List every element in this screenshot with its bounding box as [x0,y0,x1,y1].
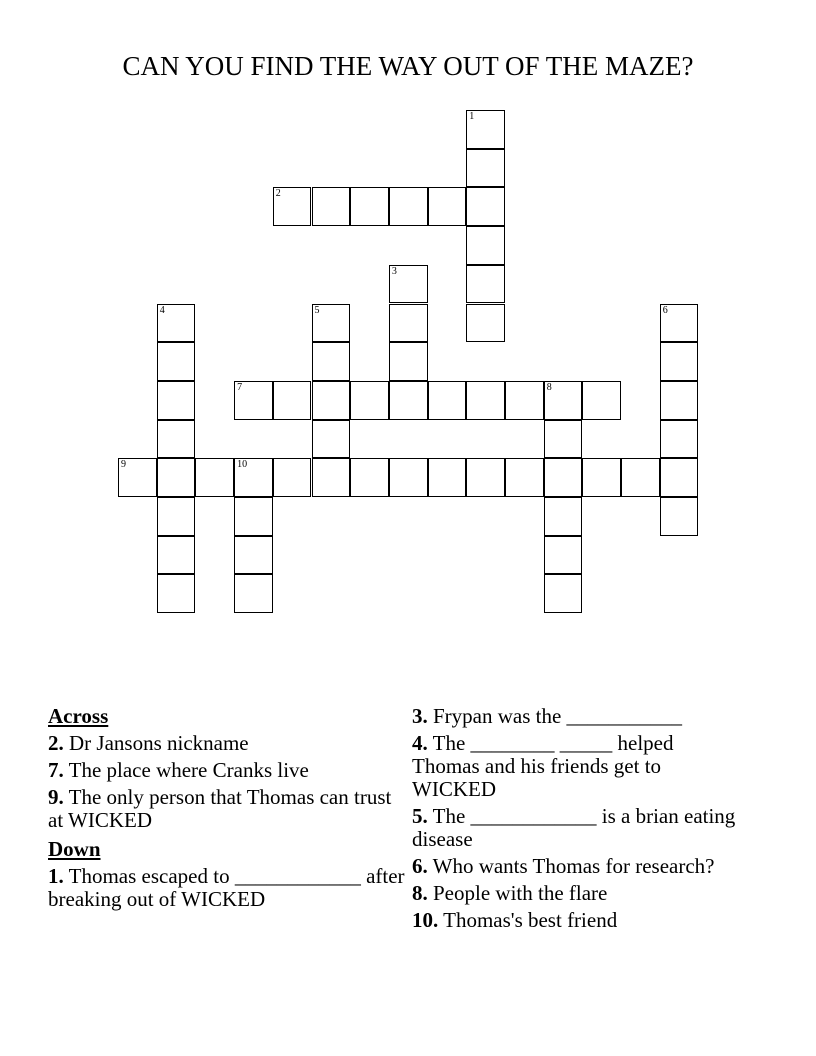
clue-number: 8. [412,881,428,905]
clue-item [48,759,408,782]
cell-number: 4 [159,304,165,316]
crossword-cell[interactable] [389,342,428,381]
clue-text: The ____________ is a brian eating disease [412,804,736,851]
clue-item [412,732,742,801]
crossword-cell[interactable] [234,381,273,420]
crossword-cell[interactable] [544,458,583,497]
crossword-cell[interactable] [660,497,699,536]
clue-number: 1. [48,864,64,888]
crossword-cell[interactable] [544,420,583,459]
clue-number: 4. [412,731,428,755]
clue-item [412,882,742,905]
across-heading: Across [48,704,109,728]
crossword-cell[interactable] [660,381,699,420]
down-clue-list [48,865,408,911]
cell-number: 1 [469,111,475,122]
crossword-cell[interactable] [660,304,699,343]
clue-text: Dr Jansons nickname [69,731,249,755]
clues-right-column [412,705,742,936]
clue-text: Frypan was the ___________ [433,704,683,728]
cell-number: 10 [237,459,248,471]
crossword-cell[interactable] [389,187,428,226]
down-clue-list-continued [412,705,742,932]
crossword-cell[interactable] [389,304,428,343]
crossword-cell[interactable] [428,458,467,497]
crossword-cell[interactable] [350,381,389,420]
crossword-cell[interactable] [466,149,505,188]
clues-left-column [48,705,408,915]
crossword-cell[interactable] [660,342,699,381]
clue-number: 6. [412,854,428,878]
crossword-cell[interactable] [312,342,351,381]
crossword-cell[interactable] [389,265,428,304]
clue-text: The place where Cranks live [68,758,309,782]
clue-item [48,865,408,911]
clue-text: Thomas's best friend [443,908,618,932]
clue-item [412,855,742,878]
crossword-cell[interactable] [350,458,389,497]
crossword-cell[interactable] [544,536,583,575]
crossword-cell[interactable] [660,420,699,459]
clue-item [412,705,742,728]
cell-number: 2 [275,188,281,200]
crossword-cell[interactable] [157,574,196,613]
crossword-cell[interactable] [544,497,583,536]
crossword-cell[interactable] [621,458,660,497]
clue-number: 2. [48,731,64,755]
crossword-cell[interactable] [157,342,196,381]
crossword-cell[interactable] [157,536,196,575]
crossword-cell[interactable] [118,458,157,497]
crossword-cell[interactable] [466,187,505,226]
crossword-cell[interactable] [234,536,273,575]
crossword-cell[interactable] [157,420,196,459]
clue-number: 7. [48,758,64,782]
cell-number: 3 [391,265,397,277]
crossword-cell[interactable] [157,304,196,343]
crossword-cell[interactable] [273,381,312,420]
clue-number: 5. [412,804,428,828]
crossword-cell[interactable] [544,381,583,420]
crossword-cell[interactable] [312,420,351,459]
crossword-cell[interactable] [466,226,505,265]
page-title: CAN YOU FIND THE WAY OUT OF THE MAZE? [122,51,694,81]
crossword-cell[interactable] [312,304,351,343]
cell-number: 7 [237,381,243,393]
crossword-cell[interactable] [466,110,505,149]
down-heading: Down [48,837,101,861]
clue-text: The only person that Thomas can trust at WICKED [48,785,392,832]
crossword-cell[interactable] [428,187,467,226]
clue-text: The ________ _____ helped Thomas and his friends get to WICKED [412,731,674,801]
crossword-cell[interactable] [582,381,621,420]
clue-text: Thomas escaped to ____________ after breaking out of WICKED [48,864,405,911]
crossword-cell[interactable] [273,187,312,226]
clue-number: 9. [48,785,64,809]
crossword-cell[interactable] [389,458,428,497]
clue-text: Who wants Thomas for research? [432,854,715,878]
clue-number: 10. [412,908,439,932]
cell-number: 8 [546,381,552,393]
crossword-cell[interactable] [350,187,389,226]
cell-number: 6 [662,304,668,316]
cell-number: 5 [314,304,320,316]
crossword-cell[interactable] [428,381,467,420]
crossword-cell[interactable] [234,458,273,497]
crossword-cell[interactable] [312,458,351,497]
crossword-cell[interactable] [505,458,544,497]
clue-item [412,909,742,932]
crossword-cell[interactable] [660,458,699,497]
crossword-cell[interactable] [389,381,428,420]
crossword-cell[interactable] [544,574,583,613]
crossword-cell[interactable] [466,458,505,497]
crossword-cell[interactable] [157,497,196,536]
crossword-cell[interactable] [466,381,505,420]
crossword-cell[interactable] [466,265,505,304]
crossword-cell[interactable] [312,381,351,420]
crossword-cell[interactable] [157,381,196,420]
clue-item [48,786,408,832]
crossword-cell[interactable] [234,497,273,536]
cell-number: 9 [121,459,126,471]
across-clue-list [48,732,408,832]
clue-number: 3. [412,704,428,728]
crossword-cell[interactable] [195,458,234,497]
crossword-cell[interactable] [273,458,312,497]
clue-text: People with the flare [433,881,608,905]
crossword-cell[interactable] [157,458,196,497]
clue-item [48,732,408,755]
crossword-cell[interactable] [312,187,351,226]
crossword-cell[interactable] [466,304,505,343]
crossword-cell[interactable] [505,381,544,420]
crossword-cell[interactable] [582,458,621,497]
clue-item [412,805,742,851]
crossword-cell[interactable] [234,574,273,613]
